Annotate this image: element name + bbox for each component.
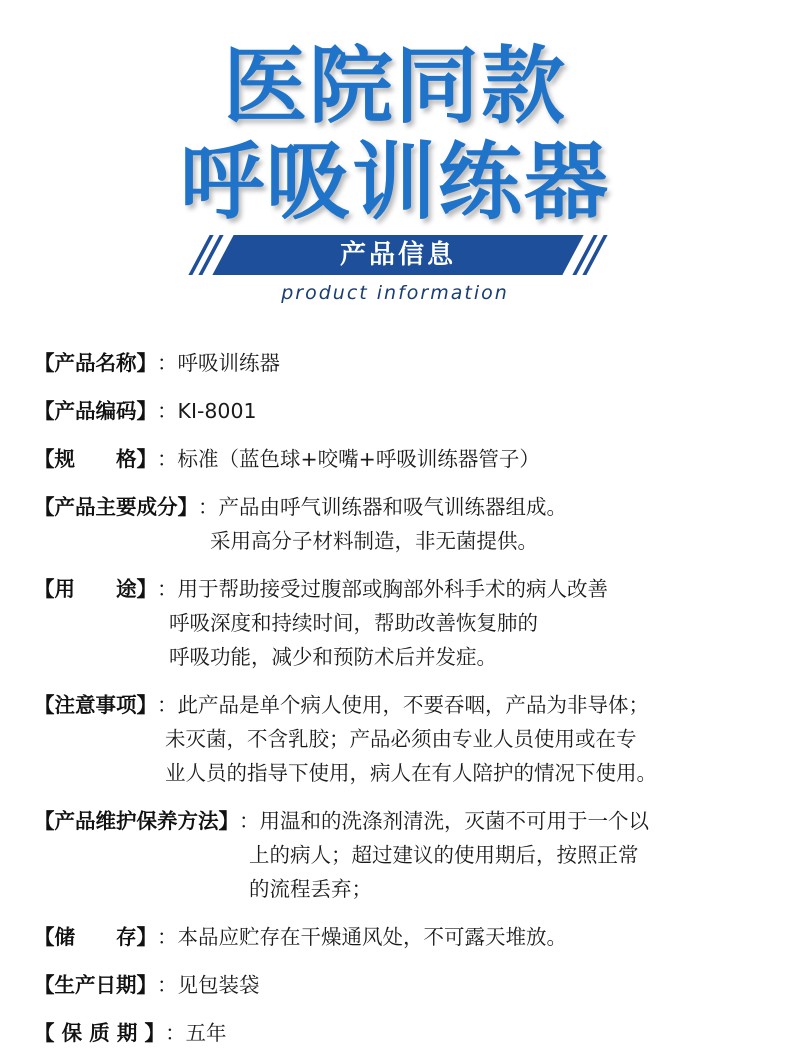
info-row-composition	[34, 490, 774, 558]
info-value: ：见包装袋	[157, 973, 260, 997]
info-value: 呼吸功能，减少和预防术后并发症。	[169, 645, 497, 669]
info-label: 【生产日期】	[34, 973, 157, 997]
info-label: 【产品编码】	[34, 399, 157, 423]
info-row-name	[34, 346, 774, 380]
info-row-storage	[34, 920, 774, 954]
info-value: ：五年	[165, 1021, 227, 1045]
info-row-notes	[34, 688, 774, 790]
info-value: ：用于帮助接受过腹部或胸部外科手术的病人改善	[157, 577, 608, 601]
info-value: 采用高分子材料制造，非无菌提供。	[210, 529, 538, 553]
info-value: ：本品应贮存在干燥通风处，不可露天堆放。	[157, 925, 567, 949]
info-value: 业人员的指导下使用，病人在有人陪护的情况下使用。	[165, 761, 657, 785]
info-value: 上的病人；超过建议的使用期后，按照正常	[249, 843, 639, 867]
info-label: 【用 途】	[34, 577, 157, 601]
info-value: 呼吸深度和持续时间，帮助改善恢复肺的	[169, 611, 538, 635]
info-value: ：呼吸训练器	[157, 351, 280, 375]
info-label: 【产品维护保养方法】	[34, 809, 239, 833]
info-value: ：此产品是单个病人使用，不要吞咽，产品为非导体；	[157, 693, 649, 717]
info-value: 未灭菌，不含乳胶；产品必须由专业人员使用或在专	[165, 727, 637, 751]
info-row-code	[34, 394, 774, 428]
info-label: 【注意事项】	[34, 693, 157, 717]
info-value: ：产品由呼气训练器和吸气训练器组成。	[198, 495, 567, 519]
info-label: 【规 格】	[34, 447, 157, 471]
info-label: 【 保 质 期 】	[34, 1021, 166, 1045]
info-label: 【产品名称】	[34, 351, 157, 375]
info-row-production-date	[34, 968, 774, 1002]
info-value: ：用温和的洗涤剂清洗，灭菌不可用于一个以	[239, 809, 649, 833]
banner-subtitle: product information	[281, 282, 509, 304]
product-info-list	[34, 346, 774, 1064]
info-label: 【产品主要成分】	[34, 495, 198, 519]
info-label: 【储 存】	[34, 925, 157, 949]
info-row-spec	[34, 442, 774, 476]
hero-title-line1: 医院同款	[222, 37, 567, 135]
info-value: ：KI-8001	[157, 399, 257, 423]
info-row-usage	[34, 572, 774, 674]
info-value: ：标准（蓝色球+咬嘴+呼吸训练器管子）	[157, 447, 540, 471]
hero-title-line2: 呼吸训练器	[179, 133, 610, 231]
section-banner	[193, 235, 603, 275]
info-value: 的流程丢弃；	[249, 877, 372, 901]
banner-title: 产品信息	[339, 240, 456, 270]
info-row-shelf-life	[34, 1016, 774, 1050]
info-row-maintenance	[34, 804, 774, 906]
